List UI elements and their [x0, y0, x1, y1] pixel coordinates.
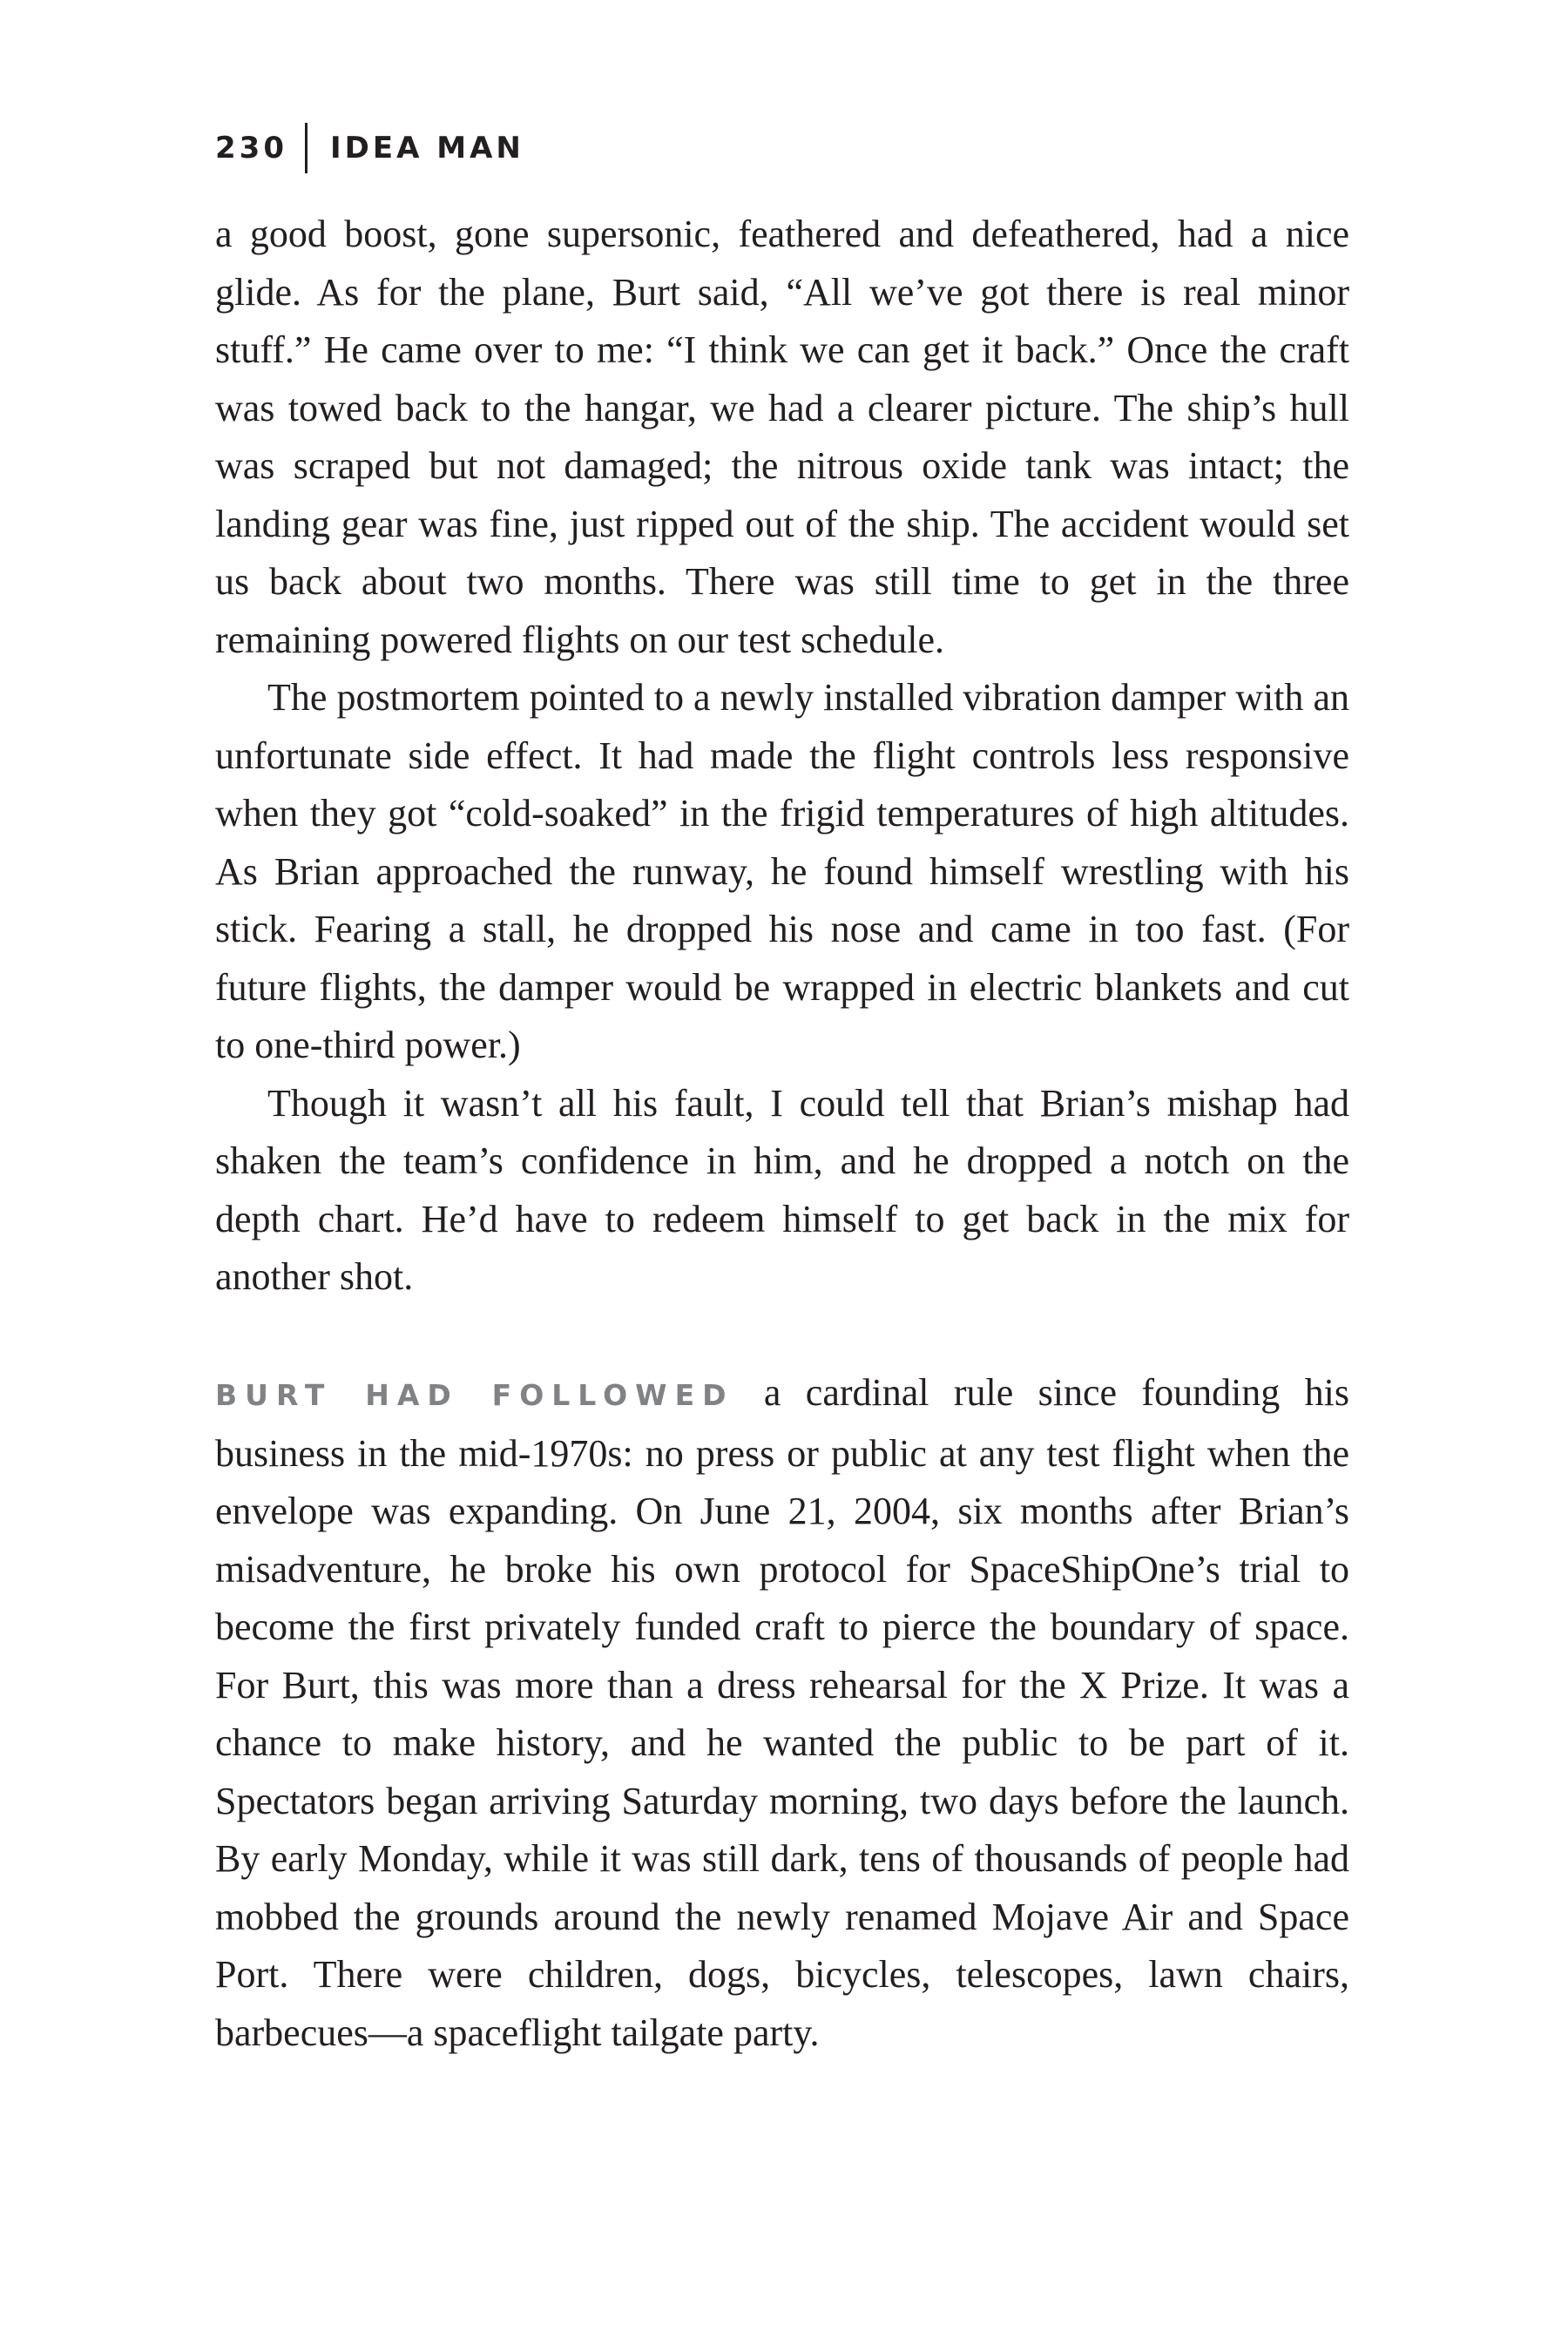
paragraph — [215, 669, 1349, 1075]
running-head — [215, 122, 524, 174]
paragraph — [215, 1075, 1349, 1307]
paragraph-text: a cardinal rule since founding his business in the mid-1970s: no press or public at any test flight when the envelope was expanding. On June 21, 2004, six months after Brian’s misadventure, he broke his own protocol for SpaceShipOne’s trial to become the first privately funded craft to pierce the boundary of space. For Burt, this was more than a dress rehearsal for the X Prize. It was a chance to make history, and he wanted the public to be part of it. Spectators began arriving Saturday morning, two days before the launch. By early Monday, while it was still dark, tens of thousands of people had mobbed the grounds around the newly renamed Mojave Air and Space Port. There were children, dogs, bicycles, telescopes, lawn chairs, barbecues—a spaceflight tailgate party. — [215, 1371, 1350, 2054]
section-lead-in: BURT HAD FOLLOWED — [215, 1378, 734, 1412]
paragraph-text: Though it wasn’t all his fault, I could tell that Brian’s mishap had shaken the team’s confidence in him, and he dropped a notch on the depth chart. He’d have to redeem himself to get back in the mix for another shot. — [215, 1081, 1349, 1298]
paragraph-text: The postmortem pointed to a newly installed vibration damper with an unfortunate side effect. It had made the flight controls less responsive when they got “cold-soaked” in the frigid temperatures of high altitudes. As Brian approached the runway, he found himself wrestling with his stick. Fearing a stall, he dropped his nose and came in too fast. (For future flights, the damper would be wrapped in electric blankets and cut to one-third power.) — [215, 676, 1349, 1066]
book-title: IDEA MAN — [329, 131, 524, 166]
header-divider — [305, 123, 308, 173]
section-opening-paragraph — [215, 1364, 1349, 2062]
paragraph-text: a good boost, gone supersonic, feathered and defeathered, had a nice glide. As for the plane, Burt said, “All we’ve got there is real minor stuff.” He came over to me: “I think we can get it back.” Once the craft was towed back to the hangar, we had a clearer picture. The ship’s hull was scraped but not damaged; the nitrous oxide tank was intact; the landing gear was fine, just ripped out of the ship. The accident would set us back about two months. There was still time to get in the three remaining powered flights on our test schedule. — [215, 213, 1349, 661]
page-number: 230 — [215, 131, 287, 166]
paragraph-continued — [215, 206, 1349, 669]
body-text — [215, 206, 1349, 2062]
